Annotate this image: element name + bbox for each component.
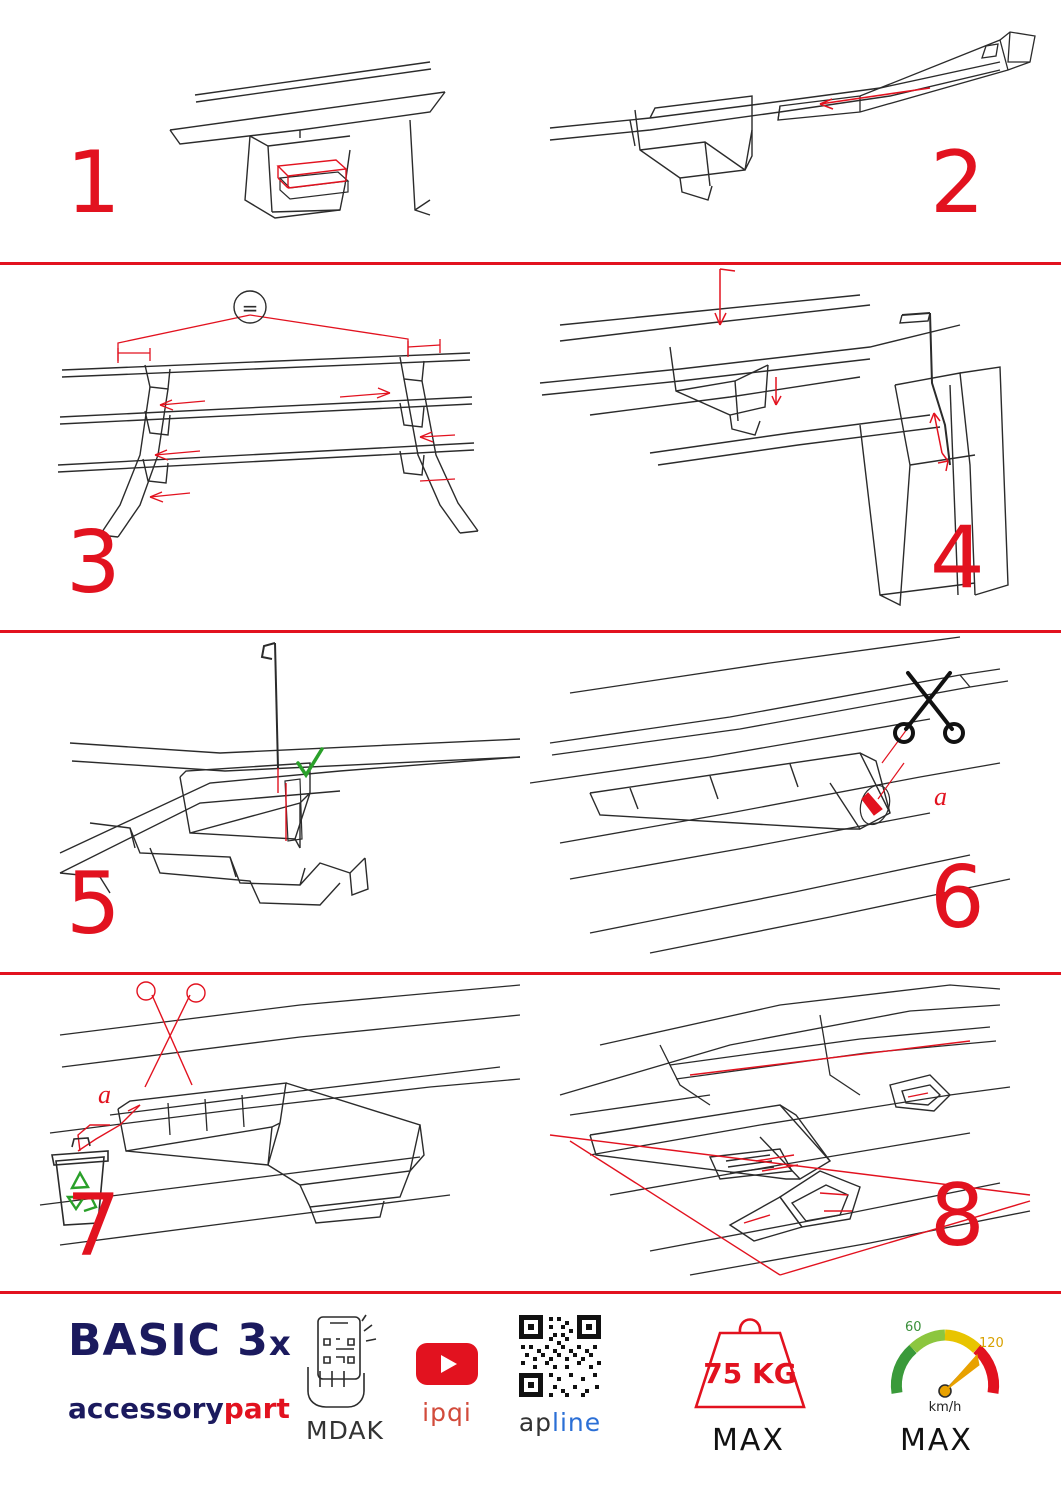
step-3-number: 3 xyxy=(66,513,121,613)
step-8-panel xyxy=(530,975,1061,1291)
step-6-number: 6 xyxy=(930,848,985,948)
footer xyxy=(0,1295,1061,1500)
logo-mdak-caption: MDAK xyxy=(306,1416,384,1445)
step-1-panel xyxy=(0,0,530,262)
product-name xyxy=(68,1315,292,1366)
speed-tick-high: 120 xyxy=(979,1336,1004,1351)
step-6-panel xyxy=(530,633,1061,972)
step-2-panel xyxy=(530,0,1061,262)
load-limit xyxy=(660,1303,840,1424)
speed-limit xyxy=(860,1303,1030,1424)
logo-apline[interactable] xyxy=(480,1313,640,1437)
speed-limit-label: MAX xyxy=(900,1423,973,1458)
step-4-panel xyxy=(530,265,1061,630)
step-1-number: 1 xyxy=(66,133,121,233)
divider-row-4 xyxy=(0,1291,1061,1294)
speed-tick-low: 60 xyxy=(905,1320,922,1335)
load-limit-label: MAX xyxy=(712,1423,785,1458)
weight-icon xyxy=(680,1303,820,1419)
equal-symbol: = xyxy=(241,296,259,320)
step-4-number: 4 xyxy=(930,508,985,608)
brand-first: accessory xyxy=(68,1392,224,1425)
hand-phone-qr-icon xyxy=(300,1313,390,1409)
brand-second: part xyxy=(223,1392,290,1425)
speedometer-icon xyxy=(875,1303,1015,1419)
logo-apline-caption-line: line xyxy=(552,1408,602,1437)
qr-code-icon xyxy=(517,1313,603,1399)
step-5-panel xyxy=(0,633,530,972)
logo-apline-caption-ap: ap xyxy=(518,1408,553,1437)
logo-mdak[interactable] xyxy=(280,1313,410,1445)
youtube-icon xyxy=(414,1339,480,1387)
step-6-callout-a: a xyxy=(934,782,947,811)
step-7-number: 7 xyxy=(66,1176,121,1276)
product-name-suffix: x xyxy=(268,1324,292,1364)
step-8-number: 8 xyxy=(930,1166,985,1266)
step-7-callout-a: a xyxy=(98,1080,111,1109)
load-limit-value: 75 KG xyxy=(703,1357,797,1390)
step-3-panel xyxy=(0,265,530,630)
step-2-number: 2 xyxy=(930,133,985,233)
speed-unit: km/h xyxy=(928,1400,962,1415)
step-7-panel xyxy=(0,975,530,1291)
logo-ipqi-caption: ipqi xyxy=(422,1398,472,1427)
logo-apline-caption xyxy=(480,1408,640,1437)
brand-logo xyxy=(68,1392,290,1425)
step-5-number: 5 xyxy=(66,854,121,954)
product-name-text: BASIC 3 xyxy=(68,1315,269,1366)
